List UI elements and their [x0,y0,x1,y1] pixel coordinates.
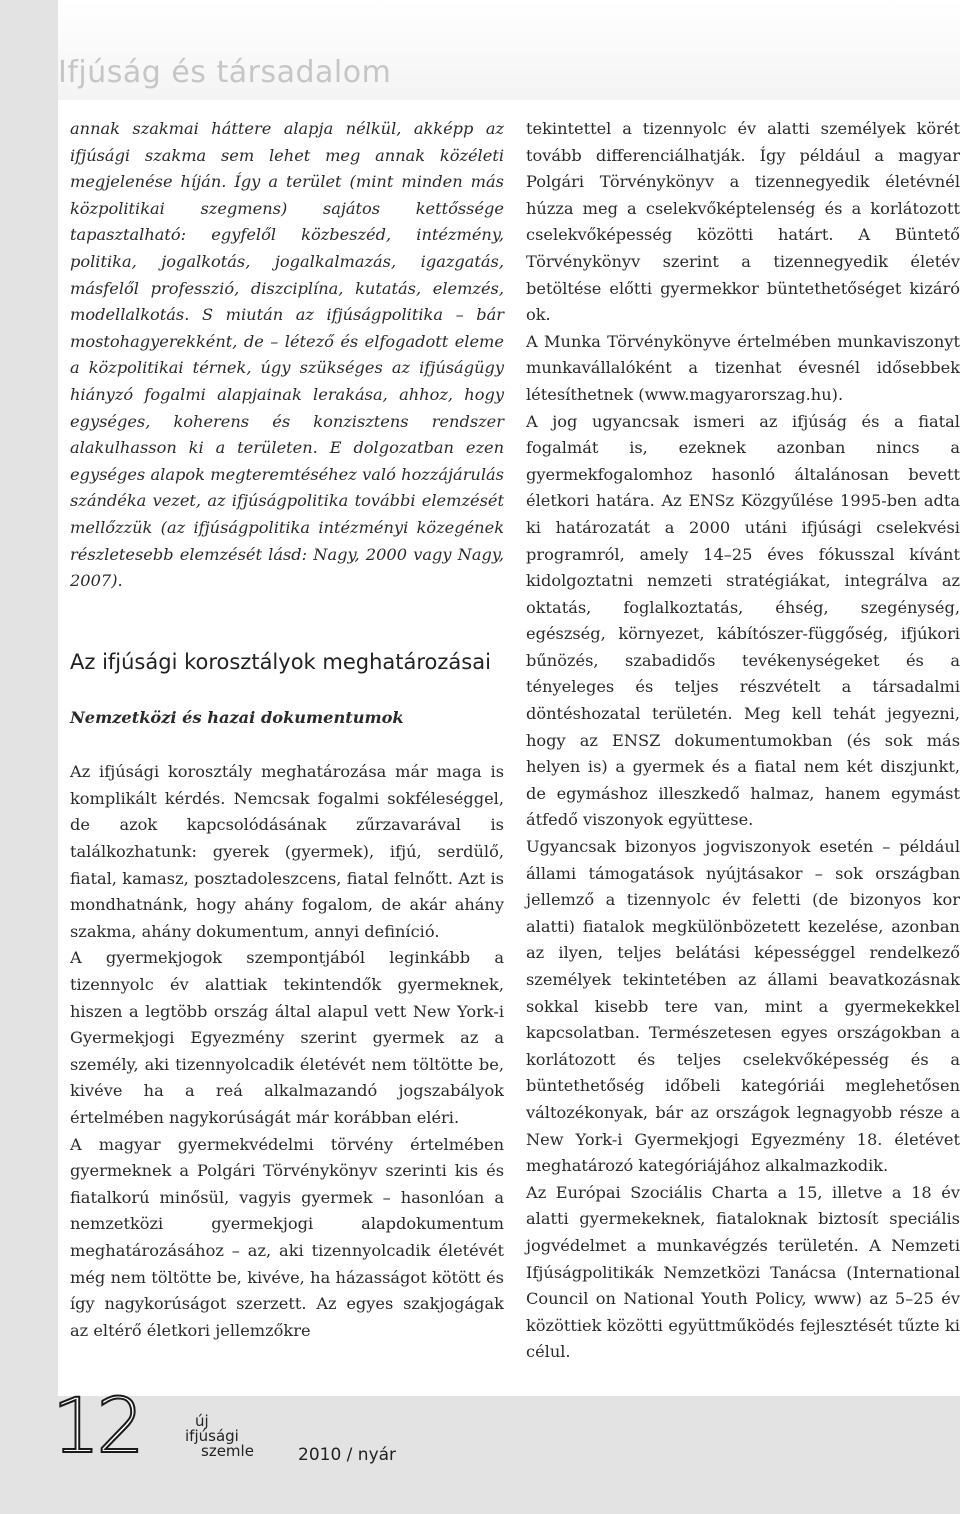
body-paragraph: Az ifjúsági korosztály meghatározása már maga is komplikált kérdés. Nemcsak fogalmi sokféleséggel, de azok kapcsolódásának zűrzavarával is találkozhatunk: gyerek (gyermek), ifjú, serdülő, fiatal, kamasz, posztadoleszcens, fiatal felnőtt. Azt is mondhatnánk, hogy ahány fogalom, de akár ahány szakma, ahány dokumentum, annyi definíció. [70,762,504,941]
body-paragraph: A magyar gyermekvédelmi törvény értelmében gyermeknek a Polgári Törvénykönyv szerinti kis és fiatalkorú minősül, vagyis gyermek – hasonlóan a nemzetközi gyermekjogi alapdokumentum meghatározásához – az, aki tizennyolcadik életévét még nem töltötte be, kivéve, ha házasságot kötött és így nagykorúságot szerzett. Az egyes szakjogágak az eltérő életkori jellemzőkre [70,1134,504,1340]
body-paragraph: A jog ugyancsak ismeri az ifjúság és a fiatal fogalmát is, ezeknek azonban nincs a gyermekfogalomhoz hasonló általánosan bevett életkori határa. Az ENSz Közgyűlése 1995-ben adta ki határozatát a 2000 utáni ifjúsági cselekvési programról, amely 14–25 éves fókusszal kívánt kidolgoztatni nemzeti stratégiákat, integrálva az oktatás, foglalkoztatás, éhség, szegénység, egészség, környezet, kábítószer-függőség, ifjúkori bűnözés, szabadidős tevékenységeket és a tényeleges és teljes részvételt a társadalmi döntéshozatal területén. Meg kell tehát jegyezni, hogy az ENSZ dokumentumokban (és sok más helyen is) a gyermek és a fiatal nem két diszjunkt, de egymáshoz illeszkedő halmaz, hanem egymást átfedő viszonyok együttese. [526,411,960,830]
issue-label: 2010 / nyár [298,1445,397,1465]
left-column [70,116,504,1344]
page-number: 12 [52,1381,141,1470]
logo-line: szemle [201,1442,254,1460]
body-paragraph: A Munka Törvénykönyve értelmében munkaviszonyt munkavállalóként a tizenhat évesnél idősebbek létesíthetnek (www.magyarorszag.hu). [526,331,960,404]
running-title: Ifjúság és társadalom [58,55,392,90]
footer-band [0,1396,960,1514]
journal-logo [185,1414,254,1459]
logo-line: ifjúsági [185,1427,239,1445]
intro-paragraph: annak szakmai háttere alapja nélkül, akképp az ifjúsági szakma sem lehet meg annak közéleti megjelenése híján. Így a terület (mint minden más közpolitikai szegmens) sajátos kettőssége tapasztalható: egyfelől közbeszéd, intézmény, politika, jogalkotás, jogalkalmazás, igazgatás, másfelől professzió, diszciplína, kutatás, elemzés, modellalkotás. S miután az ifjúságpolitika – bár mostohagyerekként, de – létező és elfogadott eleme a közpolitikai térnek, úgy szükséges az ifjúságügy hiányzó fogalmi alapjainak lerakása, ahhoz, hogy egységes, koherens és konzisztens rendszer alakulhasson ki a területen. E dolgozatban ezen egységes alapok megteremtéséhez való hozzájárulás szándéka vezet, az ifjúságpolitika további elemzését mellőzzük (az ifjúságpolitika intézményi közegének részletesebb elemzését lásd: Nagy, 2000 vagy Nagy, 2007). [70,119,504,591]
body-paragraph: A gyermekjogok szempontjából leginkább a tizennyolc év alattiak tekintendők gyermeknek, hiszen a legtöbb ország által alapul vett New York-i Gyermekjogi Egyezmény szerint gyermek az a személy, aki tizennyolcadik életévét nem töltötte be, kivéve ha a reá alkalmazandó jogszabályok értelmében nagykorúságát már korábban eléri. [70,948,504,1127]
body-paragraph: Az Európai Szociális Charta a 15, illetve a 18 év alatti gyermekeknek, fiataloknak biztosít speciális jogvédelmet a munkavégzés területén. A Nemzeti Ifjúságpolitikák Nemzetközi Tanácsa (International Council on National Youth Policy, www) az 5–25 év közöttiek közötti együttműködés fejlesztését tűzte ki célul. [526,1182,960,1362]
section-title: Az ifjúsági korosztályok meghatározásai [70,649,491,674]
right-column [526,116,960,1366]
left-margin-band [0,0,58,1514]
body-paragraph: Ugyancsak bizonyos jogviszonyok esetén – például állami támogatások nyújtásakor – sok országban jellemző a tizennyolc év feletti (de bizonyos kor alatti) fiatalok megkülönbözetett kezelése, azonban az ilyen, teljes belátási képességgel rendelkező személyek tekintetében az állami beavatkozásnak sokkal kisebb tere van, mint a gyermekekkel kapcsolatban. Természetesen egyes országokban a korlátozott és teljes cselekvőképesség és a büntethetőség időbeli kategóriái meglehetősen változékonyak, bár az országok legnagyobb része a New York-i Gyermekjogi Egyezmény 18. életévet meghatározó kategóriájához alkalmazkodik. [526,837,960,1176]
subsection-title: Nemzetközi és hazai dokumentumok [70,707,404,727]
logo-line: új [195,1412,209,1430]
body-paragraph: tekintettel a tizennyolc év alatti személyek körét tovább differenciálhatják. Így például a magyar Polgári Törvénykönyv a tizennegyedik életévnél húzza meg a cselekvőképtelenség és a korlátozott cselekvőképesség közötti határt. A Büntető Törvénykönyv szerint a tizennegyedik életév betöltése előtti gyermekkor büntethetőséget kizáró ok. [526,119,960,325]
